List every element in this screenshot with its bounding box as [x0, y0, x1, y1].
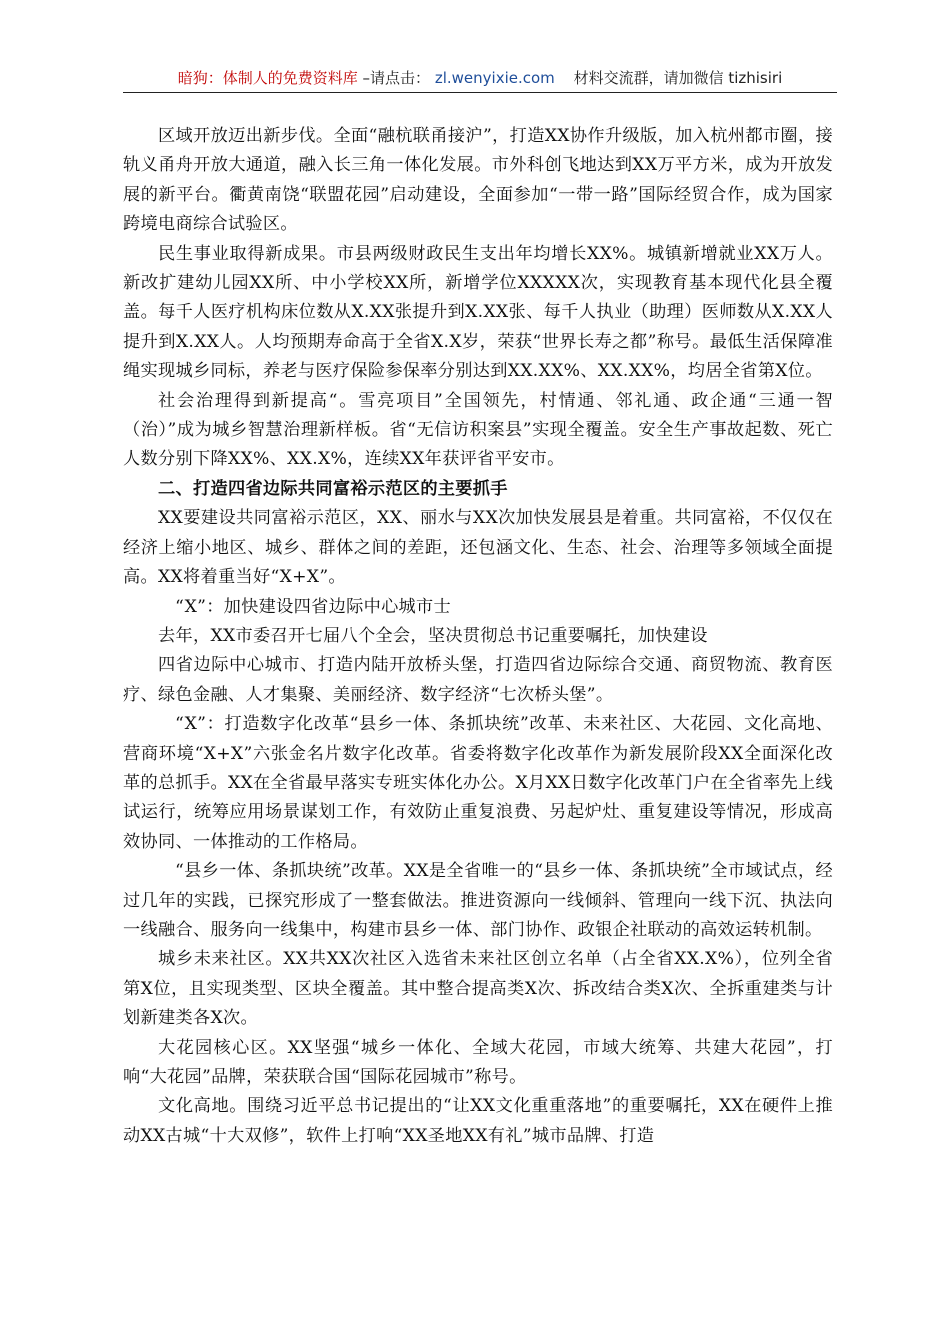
- header-link[interactable]: zl.wenyixie.com: [434, 69, 555, 87]
- section-heading: 二、打造四省边际共同富裕示范区的主要抓手: [158, 478, 508, 499]
- paragraph-future-community: 城乡未来社区。XX共XX次社区入选省未来社区创立名单（占全省XX.X%），位列全省第X位，且实现类型、区块全覆盖。其中整合提高类X次、拆改结合类X次、全拆重建类与计划新建类各X次。: [123, 949, 833, 1029]
- paragraph-county-township: “县乡一体、条抓块统”改革。XX是全省唯一的“县乡一体、条抓块统”全市域试点，经过几年的实践，已探究形成了一整套做法。推进资源向一线倾斜、管理向一线下沉、执法向一线融合、服务向一线集中，构建市县乡一体、部门协作、政银企社联动的高效运转机制。: [123, 861, 833, 940]
- header-prompt: –请点击：: [362, 69, 431, 87]
- paragraph-common-prosperity: XX要建设共同富裕示范区，XX、丽水与XX次加快发展县是着重。共同富裕，不仅仅在经济上缩小地区、城乡、群体之间的差距，还包涵文化、生态、社会、治理等多领域全面提高。XX将着重当好“X+X”。: [123, 508, 833, 588]
- paragraph-bridgehead: 四省边际中心城市、打造内陆开放桥头堡，打造四省边际综合交通、商贸物流、教育医疗、绿色金融、人才集聚、美丽经济、数字经济“七次桥头堡”。: [123, 655, 833, 705]
- paragraph-social-governance: 社会治理得到新提高“。雪亮项目”全国领先，村情通、邻礼通、政企通“三通一智（治）”成为城乡智慧治理新样板。省“无信访积案县”实现全覆盖。安全生产事故起数、死亡人数分别下降XX%、XX.X%，连续XX年获评省平安市。: [123, 390, 833, 470]
- header-brand: 暗狗：体制人的免费资料库: [177, 69, 358, 87]
- paragraph-big-garden: 大花园核心区。XX坚强“城乡一体化、全域大花园，市域大统筹、共建大花园”，打响“大花园”品牌，荣获联合国“国际花园城市”称号。: [123, 1037, 833, 1087]
- paragraph-x-center-city: “X”：加快建设四省边际中心城市士: [175, 596, 452, 617]
- header-contact: 材料交流群，请加微信 tizhisiri: [573, 69, 783, 87]
- document-body: [123, 122, 833, 1151]
- page-header: [123, 64, 837, 93]
- paragraph-digital-reform: “X”：打造数字化改革“县乡一体、条抓块统”改革、未来社区、大花园、文化高地、营商环境“X+X”六张金名片数字化改革。省委将数字化改革作为新发展阶段XX全面深化改革的总抓手。XX在全省最早落实专班实体化办公。X月XX日数字化改革门户在全省率先上线试运行，统筹应用场景谋划工作，有效防止重复浪费、另起炉灶、重复建设等情况，形成高效协同、一体推动的工作格局。: [123, 714, 833, 852]
- paragraph-last-year: 去年，XX市委召开七届八个全会，坚决贯彻总书记重要嘱托，加快建设: [158, 625, 708, 646]
- paragraph-culture-highland: 文化高地。围绕习近平总书记提出的“让XX文化重重落地”的重要嘱托，XX在硬件上推动XX古城“十大双修”，软件上打响“XX圣地XX有礼”城市品牌、打造: [123, 1096, 833, 1146]
- paragraph-livelihood: 民生事业取得新成果。市县两级财政民生支出年均增长XX%。城镇新增就业XX万人。新改扩建幼儿园XX所、中小学校XX所，新增学位XXXXX次，实现教育基本现代化县全覆盖。每千人医疗机构床位数从X.XX张提升到X.XX张、每千人执业（助理）医师数从X.XX人提升到X.XX人。人均预期寿命高于全省X.X岁，荣获“世界长寿之都”称号。最低生活保障准绳实现城乡同标，养老与医疗保险参保率分别达到XX.XX%、XX.XX%，均居全省第X位。: [123, 243, 833, 382]
- paragraph-regional-opening: 区域开放迈出新步伐。全面“融杭联甬接沪”，打造XX协作升级版，加入杭州都市圈，接轨义甬舟开放大通道，融入长三角一体化发展。市外科创飞地达到XX万平方米，成为开放发展的新平台。衢黄南饶“联盟花园”启动建设，全面参加“一带一路”国际经贸合作，成为国家跨境电商综合试验区。: [123, 126, 833, 235]
